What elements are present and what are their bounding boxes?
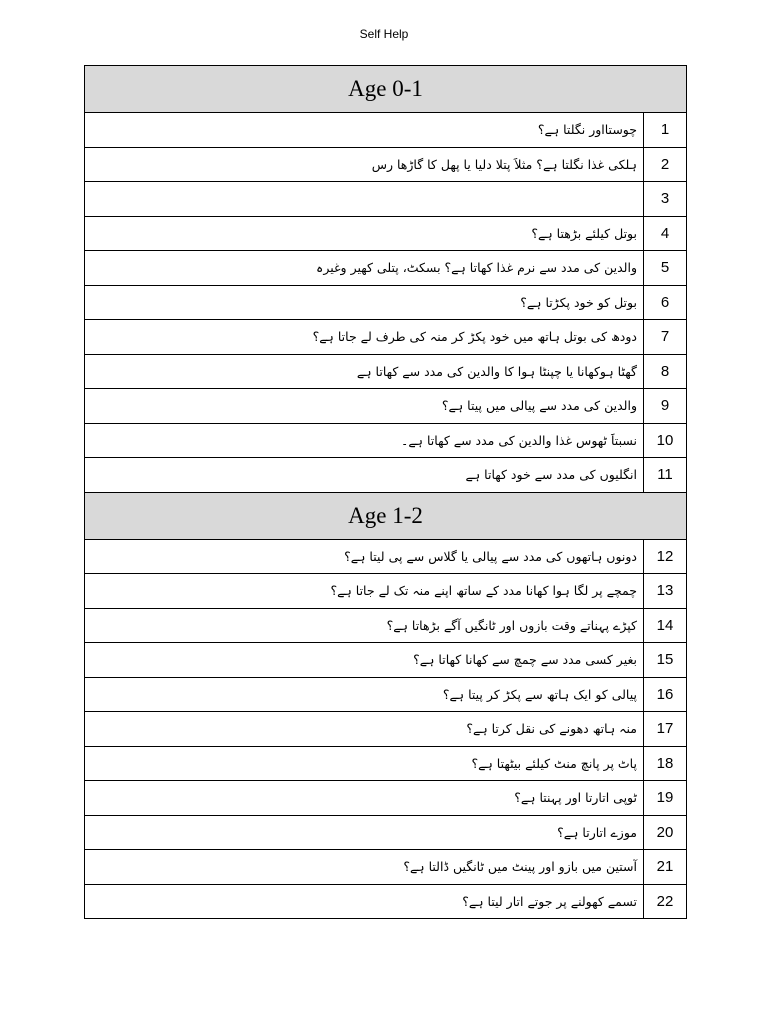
item-number: 1 (643, 113, 686, 148)
item-number: 12 (643, 539, 686, 574)
page-header: Self Help (359, 27, 409, 41)
item-number: 16 (643, 677, 686, 712)
item-number: 17 (643, 712, 686, 747)
question-text (85, 182, 644, 217)
table-row (85, 458, 687, 493)
item-number: 15 (643, 643, 686, 678)
table-row (85, 677, 687, 712)
item-number: 9 (643, 389, 686, 424)
item-number: 5 (643, 251, 686, 286)
table-row (85, 781, 687, 816)
table-row (85, 539, 687, 574)
question-text: گھٹا ہوکھانا یا چپنٹا ہوا کا والدین کی مدد سے کھاتا ہے (85, 354, 644, 389)
section-title: Age 0-1 (85, 66, 687, 113)
item-number: 11 (643, 458, 686, 493)
table-row (85, 113, 687, 148)
item-number: 22 (643, 884, 686, 919)
table-row (85, 251, 687, 286)
question-text: چمچے پر لگا ہوا کھانا مدد کے ساتھ اپنے منہ تک لے جاتا ہے؟ (85, 574, 644, 609)
question-text: نسبتاََ ٹھوس غذا والدین کی مدد سے کھاتا ہے۔ (85, 423, 644, 458)
question-text: آستین میں بازو اور پینٹ میں ٹانگیں ڈالتا ہے؟ (85, 850, 644, 885)
question-text: والدین کی مدد سے پیالی میں پیتا ہے؟ (85, 389, 644, 424)
table-row (85, 320, 687, 355)
question-text: پیالی کو ایک ہاتھ سے پکڑ کر پیتا ہے؟ (85, 677, 644, 712)
table-row (85, 884, 687, 919)
question-text: انگلیوں کی مدد سے خود کھاتا ہے (85, 458, 644, 493)
question-text: بوتل کیلئے بڑھتا ہے؟ (85, 216, 644, 251)
table-row (85, 423, 687, 458)
item-number: 8 (643, 354, 686, 389)
question-text: کپڑے پہناتے وقت بازوں اور ٹانگیں آگے بڑھاتا ہے؟ (85, 608, 644, 643)
checklist-table (84, 65, 687, 919)
item-number: 2 (643, 147, 686, 182)
question-text: موزے اتارتا ہے؟ (85, 815, 644, 850)
item-number: 19 (643, 781, 686, 816)
section-title: Age 1-2 (85, 492, 687, 539)
table-row (85, 608, 687, 643)
section-header-row (85, 66, 687, 113)
section-header-row (85, 492, 687, 539)
item-number: 10 (643, 423, 686, 458)
item-number: 13 (643, 574, 686, 609)
question-text: پاٹ پر پانچ منٹ کیلئے بیٹھتا ہے؟ (85, 746, 644, 781)
table-row (85, 746, 687, 781)
table-row (85, 815, 687, 850)
table-row (85, 354, 687, 389)
question-text: منہ ہاتھ دھونے کی نقل کرتا ہے؟ (85, 712, 644, 747)
question-text: چوستااور نگلتا ہے؟ (85, 113, 644, 148)
table-row (85, 574, 687, 609)
item-number: 6 (643, 285, 686, 320)
item-number: 20 (643, 815, 686, 850)
question-text: والدین کی مدد سے نرم غذا کھاتا ہے؟ بسکٹ، پتلی کھیر وغیرہ (85, 251, 644, 286)
question-text: دونوں ہاتھوں کی مدد سے پیالی یا گلاس سے پی لیتا ہے؟ (85, 539, 644, 574)
table-row (85, 389, 687, 424)
table-row (85, 643, 687, 678)
question-text: بغیر کسی مدد سے چمچ سے کھانا کھاتا ہے؟ (85, 643, 644, 678)
question-text: دودھ کی بوتل ہاتھ میں خود پکڑ کر منہ کی طرف لے جاتا ہے؟ (85, 320, 644, 355)
table-row (85, 182, 687, 217)
item-number: 4 (643, 216, 686, 251)
table-row (85, 285, 687, 320)
item-number: 21 (643, 850, 686, 885)
question-text: تسمے کھولنے پر جوتے اتار لیتا ہے؟ (85, 884, 644, 919)
item-number: 14 (643, 608, 686, 643)
table-row (85, 712, 687, 747)
question-text: ٹوپی اتارتا اور پہنتا ہے؟ (85, 781, 644, 816)
item-number: 3 (643, 182, 686, 217)
question-text: بوتل کو خود پکڑتا ہے؟ (85, 285, 644, 320)
table-row (85, 147, 687, 182)
question-text: ہلکی غذا نگلتا ہے؟ مثلاََ پتلا دلیا یا پھل کا گاڑھا رس (85, 147, 644, 182)
item-number: 7 (643, 320, 686, 355)
table-row (85, 216, 687, 251)
item-number: 18 (643, 746, 686, 781)
table-row (85, 850, 687, 885)
